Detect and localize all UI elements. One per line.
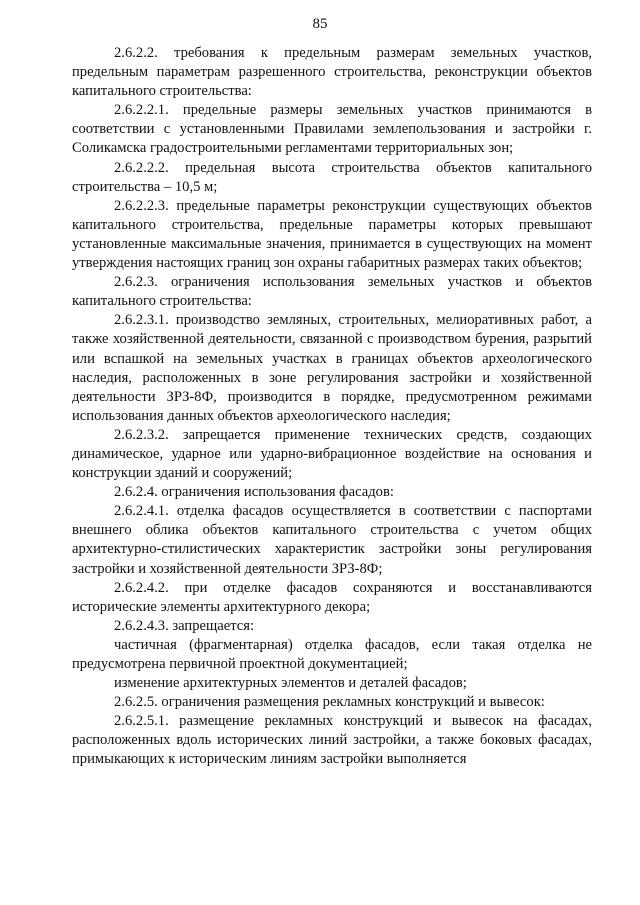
paragraph-2-6-2-3-2: 2.6.2.3.2. запрещается применение технических средств, создающих динамическое, ударное или ударно-вибрационное воздействие на основания и конструкции зданий и сооружений; bbox=[72, 426, 592, 482]
paragraph-2-6-2-3: 2.6.2.3. ограничения использования земельных участков и объектов капитального строительства: bbox=[72, 274, 592, 310]
document-body bbox=[72, 44, 592, 770]
paragraph-2-6-2-4-3: 2.6.2.4.3. запрещается: bbox=[114, 617, 255, 634]
paragraph-2-6-2-2: 2.6.2.2. требования к предельным размерам земельных участков, предельным параметрам разрешенного строительства, реконструкции объектов капитального строительства: bbox=[72, 45, 592, 100]
paragraph-2-6-2-5: 2.6.2.5. ограничения размещения рекламных конструкций и вывесок: bbox=[114, 694, 545, 711]
paragraph-2-6-2-2-3: 2.6.2.2.3. предельные параметры реконструкции существующих объектов капитального строительства, предельные параметры которых превышают установленные максимальные значения, принимается в существующих на момент утверждения настоящих границ зон охраны габаритных размерах таких объектов; bbox=[72, 197, 592, 272]
paragraph-2-6-2-5-1: 2.6.2.5.1. размещение рекламных конструкций и вывесок на фасадах, расположенных вдоль исторических линий застройки, а также боковых фасадах, примыкающих к историческим линиям застройки выполняется bbox=[72, 713, 592, 768]
paragraph-2-6-2-4: 2.6.2.4. ограничения использования фасадов: bbox=[114, 484, 394, 501]
paragraph-2-6-2-2-1: 2.6.2.2.1. предельные размеры земельных участков принимаются в соответствии с установленными Правилами землепользования и застройки г. Соликамска градостроительными регламентами территориальных зон; bbox=[72, 102, 592, 157]
paragraph-2-6-2-4-2: 2.6.2.4.2. при отделке фасадов сохраняются и восстанавливаются исторические элементы архитектурного декора; bbox=[72, 579, 592, 615]
page-number: 85 bbox=[312, 16, 328, 32]
paragraph-prohibition-partial-finishing: частичная (фрагментарная) отделка фасадов, если такая отделка не предусмотрена первичной проектной документацией; bbox=[72, 636, 592, 672]
paragraph-2-6-2-3-1: 2.6.2.3.1. производство земляных, строительных, мелиоративных работ, а также хозяйственной деятельности, связанной с производством бурения, разрытий или вспашкой на земельных участках в границах объектов археологического наследия, расположенных в зоне регулирования застройки и хозяйственной деятельности ЗРЗ-8Ф, производится в порядке, предусмотренном режимами использования данных объектов археологического наследия; bbox=[72, 312, 592, 424]
paragraph-prohibition-element-change: изменение архитектурных элементов и деталей фасадов; bbox=[114, 675, 467, 692]
paragraph-2-6-2-2-2: 2.6.2.2.2. предельная высота строительства объектов капитального строительства – 10,5 м; bbox=[72, 159, 592, 195]
paragraph-2-6-2-4-1: 2.6.2.4.1. отделка фасадов осуществляется в соответствии с паспортами внешнего облика объектов капитального строительства с учетом общих архитектурно-стилистических характеристик застройки зоны регулирования застройки и хозяйственной деятельности ЗРЗ-8Ф; bbox=[72, 503, 592, 577]
